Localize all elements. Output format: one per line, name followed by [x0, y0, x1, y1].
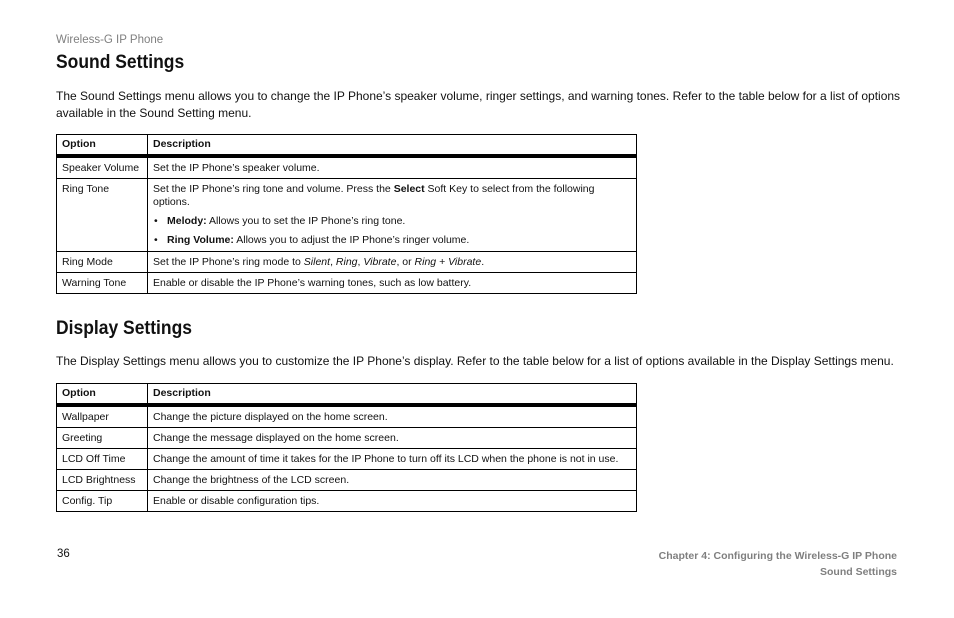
- bullet-text: Allows you to adjust the IP Phone’s ringer volume.: [233, 234, 470, 246]
- description-cell: Enable or disable configuration tips.: [148, 491, 637, 512]
- ring-mode-value: Ring + Vibrate: [414, 256, 482, 268]
- option-cell: Speaker Volume: [57, 156, 148, 179]
- desc-text: Soft Key to select from the following options.: [153, 183, 595, 208]
- sound-settings-heading: Sound Settings: [56, 52, 185, 73]
- table-row: [57, 252, 637, 273]
- display-settings-table: [56, 383, 637, 512]
- option-cell: Warning Tone: [57, 273, 148, 294]
- ring-tone-description: [153, 183, 631, 209]
- description-cell: Change the brightness of the LCD screen.: [148, 470, 637, 491]
- description-cell: [148, 179, 637, 252]
- separator: .: [481, 256, 485, 268]
- table-row: [57, 179, 637, 252]
- option-cell: Greeting: [57, 428, 148, 449]
- sound-settings-intro: The Sound Settings menu allows you to change the IP Phone’s speaker volume, ringer settings, and warning tones. Refer to the table below for a list of options available in the Sound Setting menu.: [56, 89, 901, 120]
- display-settings-heading: Display Settings: [56, 318, 193, 339]
- separator: , or: [396, 256, 415, 268]
- table-row: [57, 273, 637, 294]
- bullet-term: Melody:: [167, 215, 207, 227]
- option-cell: Ring Tone: [57, 179, 148, 252]
- bullet-item-melody: [153, 215, 631, 228]
- table-row: [57, 405, 637, 428]
- ring-mode-value: Vibrate: [363, 256, 397, 268]
- option-cell: LCD Brightness: [57, 470, 148, 491]
- table-row: [57, 491, 637, 512]
- separator: ,: [330, 256, 336, 268]
- table-header-row: [57, 384, 637, 406]
- display-settings-intro: The Display Settings menu allows you to customize the IP Phone’s display. Refer to the table below for a list of options available in the Display Settings menu.: [56, 354, 894, 368]
- table-header-row: [57, 135, 637, 157]
- description-cell: Change the amount of time it takes for the IP Phone to turn off its LCD when the phone is not in use.: [148, 449, 637, 470]
- sound-settings-table: [56, 134, 637, 294]
- desc-text: Set the IP Phone’s ring tone and volume. Press the: [153, 183, 394, 195]
- desc-text: Set the IP Phone’s ring mode to: [153, 256, 304, 268]
- bullet-term: Ring Volume:: [167, 234, 234, 246]
- ring-mode-value: Ring: [335, 256, 358, 268]
- page-number: 36: [57, 548, 70, 560]
- description-cell: Change the message displayed on the home screen.: [148, 428, 637, 449]
- bullet-icon: •: [154, 234, 158, 246]
- option-cell: Ring Mode: [57, 252, 148, 273]
- column-header-option: Option: [57, 135, 148, 157]
- bullet-icon: •: [154, 215, 158, 227]
- option-cell: Config. Tip: [57, 491, 148, 512]
- select-soft-key-label: Select: [393, 183, 425, 195]
- running-footer: [659, 548, 897, 580]
- table-row: [57, 156, 637, 179]
- table-row: [57, 470, 637, 491]
- table-row: [57, 449, 637, 470]
- running-header: Wireless-G IP Phone: [56, 34, 164, 46]
- footer-section: Sound Settings: [820, 566, 897, 578]
- description-cell: Change the picture displayed on the home screen.: [148, 405, 637, 428]
- column-header-description: Description: [148, 384, 637, 406]
- bullet-item-ring-volume: [153, 234, 631, 247]
- footer-chapter: Chapter 4: Configuring the Wireless-G IP Phone: [658, 550, 897, 562]
- table-row: [57, 428, 637, 449]
- description-cell: [148, 252, 637, 273]
- column-header-description: Description: [148, 135, 637, 157]
- description-cell: Enable or disable the IP Phone’s warning tones, such as low battery.: [148, 273, 637, 294]
- description-cell: Set the IP Phone’s speaker volume.: [148, 156, 637, 179]
- ring-mode-value: Silent: [303, 256, 331, 268]
- option-cell: LCD Off Time: [57, 449, 148, 470]
- option-cell: Wallpaper: [57, 405, 148, 428]
- bullet-text: Allows you to set the IP Phone’s ring tone.: [206, 215, 406, 227]
- separator: ,: [357, 256, 364, 268]
- column-header-option: Option: [57, 384, 148, 406]
